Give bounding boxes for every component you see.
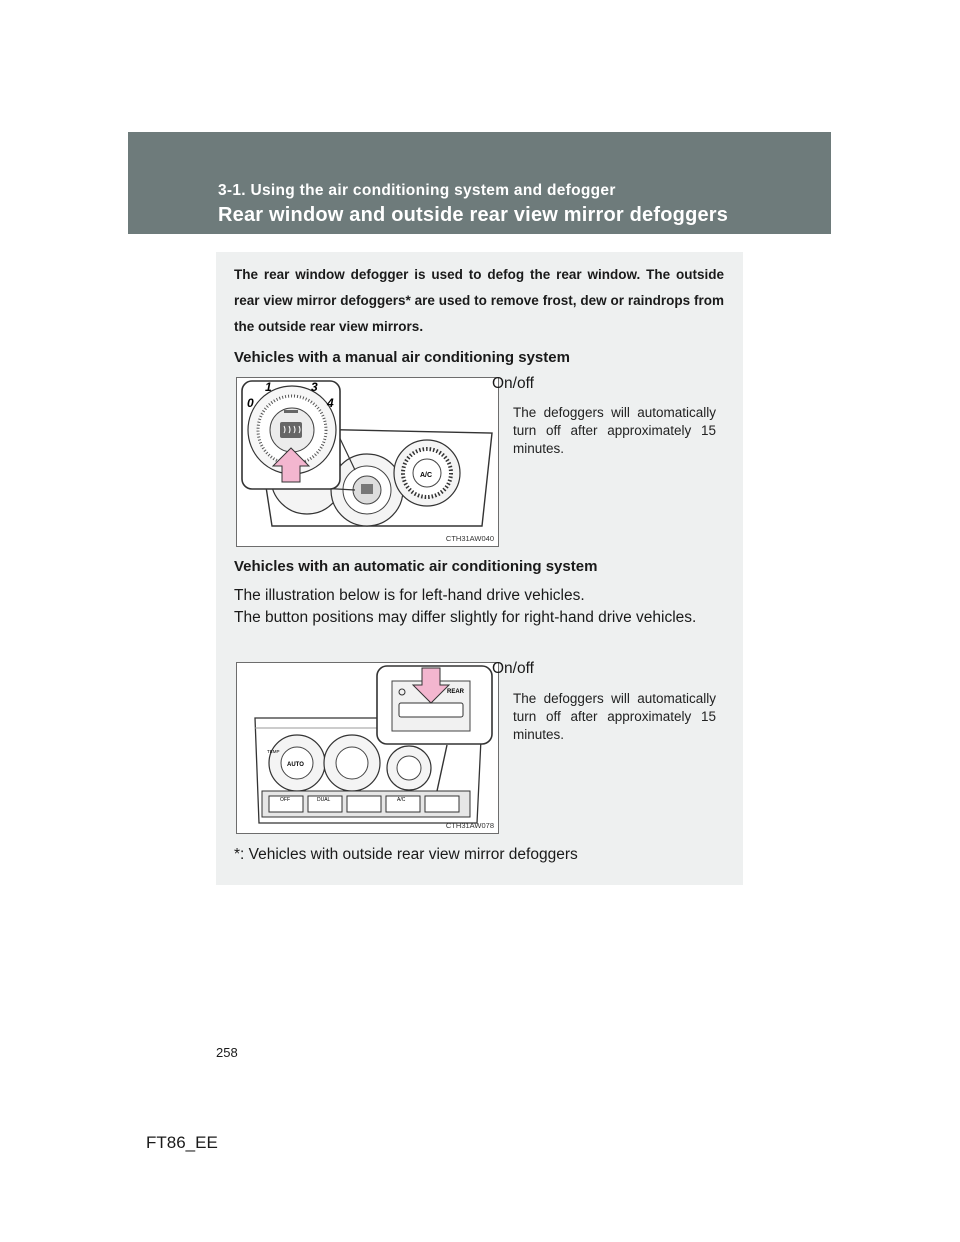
- footnote: *: Vehicles with outside rear view mirror defoggers: [234, 846, 578, 863]
- document-code: FT86_EE: [146, 1133, 218, 1152]
- dial-number-1: 1: [265, 380, 272, 394]
- auto-off-note: The defoggers will automatically turn off after approximately 15 minutes.: [513, 691, 716, 742]
- section-title: 3-1. Using the air conditioning system and defogger: [218, 182, 616, 199]
- page-header: [128, 132, 831, 234]
- onoff-label: On/off: [492, 660, 534, 677]
- automatic-ac-heading: Vehicles with an automatic air conditioning system: [234, 558, 598, 575]
- manual-ac-illustration: [236, 377, 499, 547]
- rhd-note: The button positions may differ slightly for right-hand drive vehicles.: [234, 609, 697, 626]
- page-number: 258: [216, 1045, 238, 1060]
- manual-ac-heading: Vehicles with a manual air conditioning system: [234, 349, 570, 366]
- dial-number-3: 3: [311, 380, 318, 394]
- btn-label-dual: DUAL: [317, 797, 331, 803]
- page-title: Rear window and outside rear view mirror defoggers: [218, 204, 729, 226]
- auto-label: AUTO: [287, 762, 304, 768]
- onoff-label: On/off: [492, 375, 534, 392]
- automatic-ac-panel-drawing: [237, 663, 499, 834]
- btn-label-off: OFF: [280, 797, 290, 803]
- intro-text: The rear window defogger is used to defog the rear window. The outside rear view mirror defoggers* are used to remove frost, dew or raindrops from the outside rear view mirrors.: [234, 267, 724, 334]
- manual-ac-panel-drawing: [237, 378, 499, 547]
- dial-number-0: 0: [247, 396, 254, 410]
- ac-label: A/C: [420, 472, 433, 479]
- figure-code: CTH31AW078: [445, 821, 494, 830]
- automatic-ac-illustration: [236, 662, 499, 834]
- content-box: [216, 252, 743, 885]
- figure-code: CTH31AW040: [445, 534, 494, 543]
- auto-off-note: The defoggers will automatically turn off after approximately 15 minutes.: [513, 405, 716, 456]
- lhd-note: The illustration below is for left-hand drive vehicles.: [234, 587, 585, 604]
- rear-label: REAR: [447, 689, 465, 695]
- btn-label-ac: A/C: [397, 797, 406, 803]
- dial-number-4: 4: [327, 396, 334, 410]
- temp-label: TEMP: [267, 749, 280, 754]
